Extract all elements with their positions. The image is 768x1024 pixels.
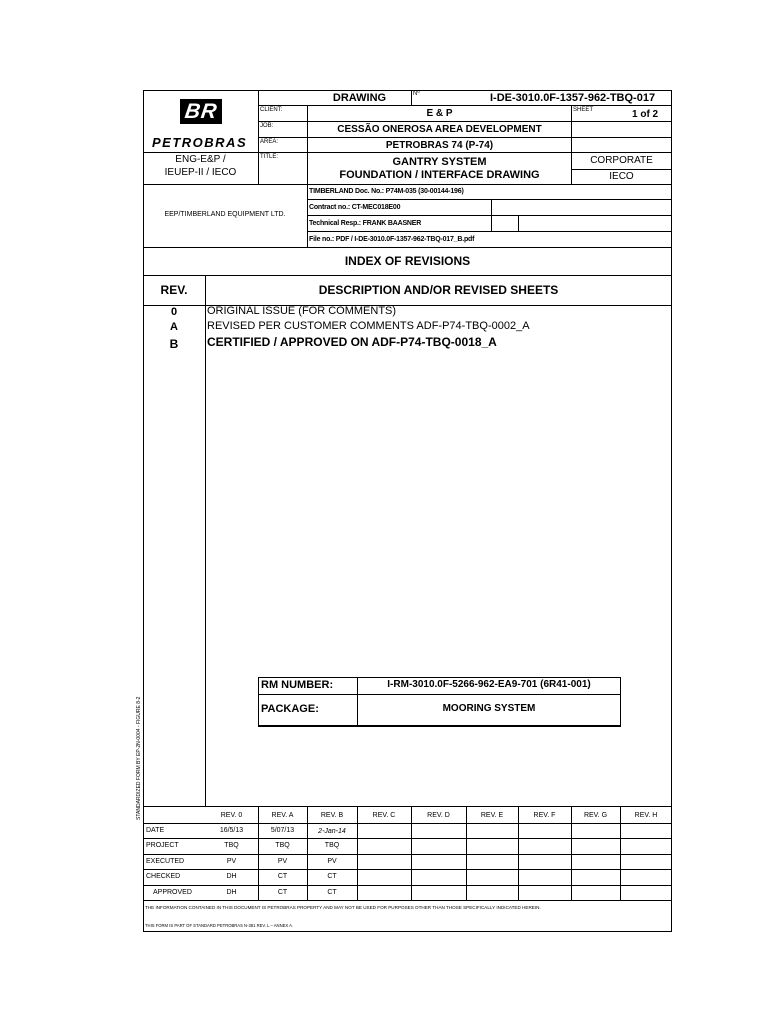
ieco-label: IECO <box>609 171 634 182</box>
rev-header: REV. <box>160 283 188 297</box>
row-label-executed: EXECUTED <box>146 858 185 865</box>
approved-rev-b: CT <box>327 889 337 896</box>
rev-col-e: REV. E <box>480 812 504 819</box>
project-rev-a: TBQ <box>275 842 290 849</box>
approved-rev-a: CT <box>277 889 288 896</box>
side-note: STANDARDIZED FORM BY EP-2N-0004 - FIGURE 8-2 <box>136 696 142 820</box>
row-label-date: DATE <box>146 827 165 834</box>
rev-col-a: REV. A <box>271 812 294 819</box>
date-rev-a: 5/07/13 <box>270 827 295 834</box>
index-title: INDEX OF REVISIONS <box>344 254 471 268</box>
rev-col-h: REV. H <box>634 812 658 819</box>
vendor-tech-resp: Technical Resp.: FRANK BAASNER <box>309 220 422 227</box>
vendor-file-no: File no.: PDF / I-DE-3010.0F-1357-962-TBQ-017_B.pdf <box>309 236 475 243</box>
executed-rev-0: PV <box>226 858 237 865</box>
rev-row-a: A <box>170 321 178 333</box>
row-label-project: PROJECT <box>146 842 179 849</box>
rev-col-f: REV. F <box>533 812 556 819</box>
title-line-1: GANTRY SYSTEM <box>392 156 487 168</box>
checked-rev-b: CT <box>327 873 337 880</box>
date-rev-0: 16/5/13 <box>219 827 244 834</box>
rev-desc-a: REVISED PER CUSTOMER COMMENTS ADF-P74-TBQ-0002_A <box>207 320 530 332</box>
project-rev-b: TBQ <box>324 842 340 849</box>
executed-rev-b: PV <box>327 858 337 865</box>
row-label-approved: APPROVED <box>153 889 192 896</box>
vendor-contract-no: Contract no.: CT-MEC018E00 <box>309 204 401 211</box>
petrobras-wordmark: PETROBRAS <box>152 135 248 150</box>
rm-number-label: RM NUMBER: <box>261 679 334 691</box>
vendor-company: EEP/TIMBERLAND EQUIPMENT LTD. <box>164 211 286 218</box>
area-value: PETROBRAS 74 (P-74) <box>385 140 494 151</box>
property-note: THE INFORMATION CONTAINED IN THIS DOCUMENT IS PETROBRAS PROPERTY AND MAY NOT BE USED FOR PURPOSES OTHER THAN THOSE SPECIFICALLY INDICATED HEREIN. <box>145 905 541 910</box>
client-label: CLIENT: <box>260 107 283 113</box>
petrobras-br-logo: BR <box>180 99 222 124</box>
eng-line-2: IEUEP-II / IECO <box>164 167 237 178</box>
number-label: Nº <box>413 91 420 97</box>
title-label: TITLE: <box>260 154 279 160</box>
area-label: AREA: <box>260 139 279 145</box>
sheet-label: SHEET <box>573 107 594 113</box>
rev-col-0: REV. 0 <box>220 812 243 819</box>
row-label-checked: CHECKED <box>146 873 181 880</box>
approved-rev-0: DH <box>226 889 237 896</box>
executed-rev-a: PV <box>277 858 288 865</box>
date-rev-b: 2-Jan-14 <box>318 828 346 835</box>
rev-desc-b: CERTIFIED / APPROVED ON ADF-P74-TBQ-0018_A <box>207 335 497 349</box>
rm-number-value: I-RM-3010.0F-5266-962-EA9-701 (6R41-001) <box>387 679 591 690</box>
corporate-label: CORPORATE <box>590 155 653 166</box>
package-label: PACKAGE: <box>261 703 319 715</box>
rev-col-c: REV. C <box>372 812 396 819</box>
title-line-2: FOUNDATION / INTERFACE DRAWING <box>339 169 540 181</box>
eng-line-1: ENG-E&P / <box>175 154 226 165</box>
rev-desc-0: ORIGINAL ISSUE (FOR COMMENTS) <box>207 305 397 317</box>
project-rev-0: TBQ <box>224 842 239 849</box>
description-header: DESCRIPTION AND/OR REVISED SHEETS <box>318 283 559 297</box>
checked-rev-0: DH <box>226 873 237 880</box>
form-note: THIS FORM IS PART OF STANDARD PETROBRAS N-381 REV. L – ANNEX A. <box>145 923 294 928</box>
sheet-value: 1 of 2 <box>632 109 659 120</box>
job-label: JOB: <box>260 123 274 129</box>
rev-row-b: B <box>169 337 179 351</box>
checked-rev-a: CT <box>277 873 288 880</box>
drawing-label: DRAWING <box>332 92 387 104</box>
vendor-doc-no: TIMBERLAND Doc. No.: P74M-035 (30-00144-196) <box>309 188 464 195</box>
client-value: E & P <box>426 108 453 119</box>
job-value: CESSÃO ONEROSA AREA DEVELOPMENT <box>337 124 542 135</box>
rev-row-0: 0 <box>170 306 178 318</box>
drawing-number: I-DE-3010.0F-1357-962-TBQ-017 <box>490 92 656 104</box>
rev-col-g: REV. G <box>583 812 608 819</box>
package-value: MOORING SYSTEM <box>442 703 536 714</box>
rev-col-b: REV. B <box>320 812 344 819</box>
rev-col-d: REV. D <box>427 812 450 819</box>
